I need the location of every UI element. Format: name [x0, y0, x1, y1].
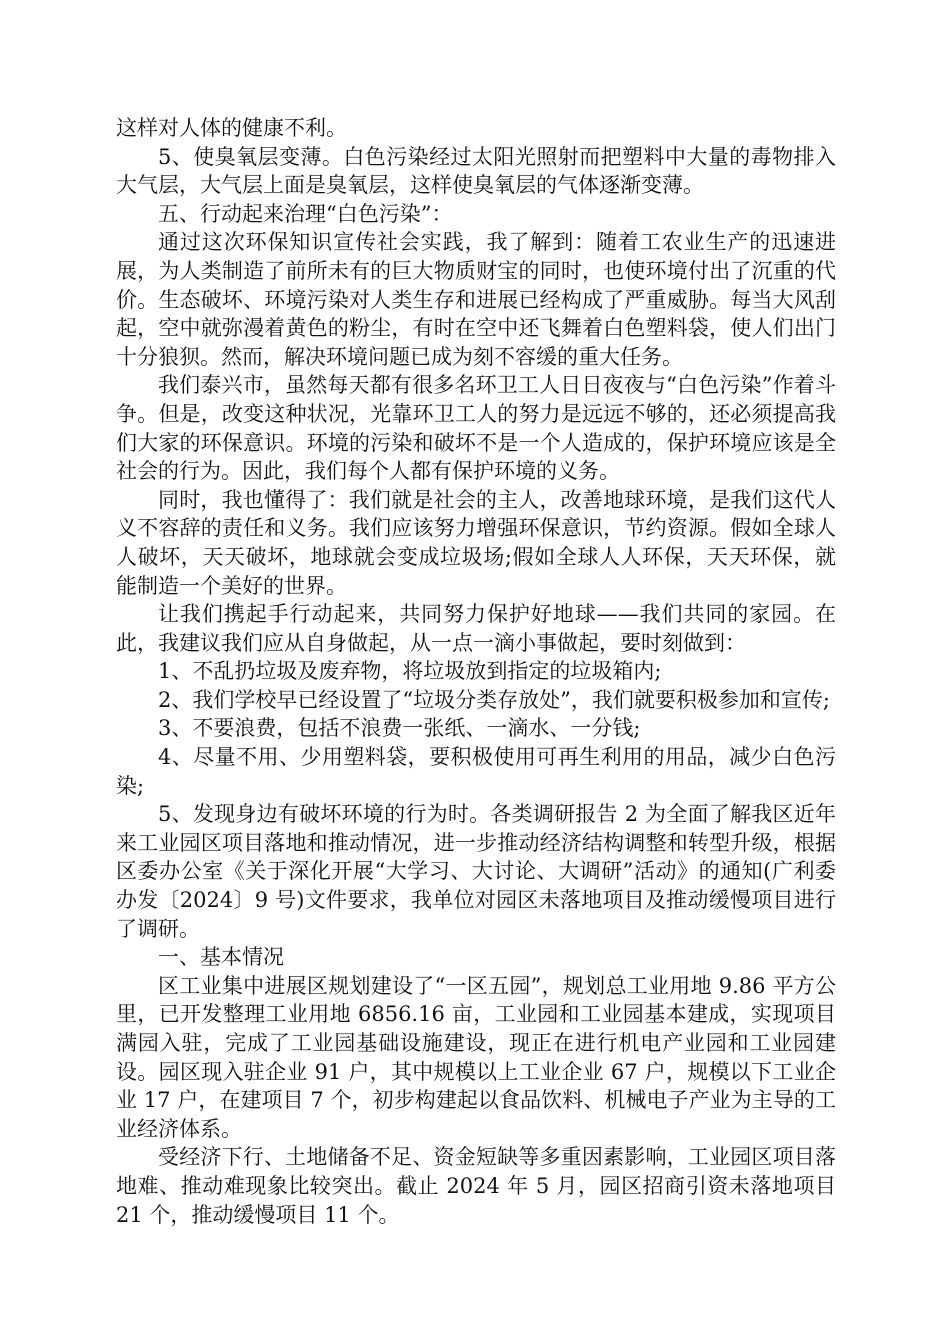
paragraph-responsibility: 同时，我也懂得了：我们就是社会的主人，改善地球环境，是我们这代人义不容辞的责任和义务。我们应该努力增强环保意识，节约资源。假如全球人人破坏，天天破坏，地球就会变成垃圾场;假如全球人人环保，天天环保，就能制造一个美好的世界。 — [116, 487, 836, 598]
paragraph-ozone-item: 5、使臭氧层变薄。白色污染经过太阳光照射而把塑料中大量的毒物排入大气层，大气层上面是臭氧层，这样使臭氧层的气体逐渐变薄。 — [116, 144, 836, 198]
paragraph-industrial-zone: 区工业集中进展区规划建设了“一区五园”，规划总工业用地 9.86 平方公里，已开发整理工业用地 6856.16 亩，工业园和工业园基本建成，实现项目满园入驻，完成了工业园基础设施建设，现正在进行机电产业园和工业园建设。园区现入驻企业 91 户，其中规模以上工业企业 67 户，规模以下工业企业 17 户，在建项目 7 个，初步构建起以食品饮料、机械电子产业为主导的工业经济体系。 — [116, 973, 836, 1141]
section-heading-basic-info: 一、基本情况 — [158, 945, 284, 970]
list-item-5-report-intro: 5、发现身边有破坏环境的行为时。各类调研报告 2 为全面了解我区近年来工业园区项目落地和推动情况，进一步推动经济结构调整和转型升级，根据区委办公室《关于深化开展“大学习、大讨论、大调研”活动》的通知(广利委办发〔2024〕9 号)文件要求，我单位对园区未落地项目及推动缓慢项目进行了调研。 — [116, 802, 836, 941]
section-heading-action: 五、行动起来治理“白色污染”： — [158, 201, 453, 226]
list-item-1: 1、不乱扔垃圾及废弃物，将垃圾放到指定的垃圾箱内; — [158, 659, 662, 684]
list-item-2: 2、我们学校早已经设置了“垃圾分类存放处”，我们就要积极参加和宣传; — [158, 687, 830, 712]
paragraph-health-continuation: 这样对人体的健康不利。 — [116, 116, 347, 140]
paragraph-call-to-action: 让我们携起手行动起来，共同努力保护好地球——我们共同的家园。在此，我建议我们应从自身做起，从一点一滴小事做起，要时刻做到： — [116, 602, 836, 655]
paragraph-taixing: 我们泰兴市，虽然每天都有很多名环卫工人日日夜夜与“白色污染”作着斗争。但是，改变这种状况，光靠环卫工人的努力是远远不够的，还必须提高我们大家的环保意识。环境的污染和破坏不是一个人造成的，保护环境应该是全社会的行为。因此，我们每个人都有保护环境的义务。 — [116, 373, 836, 484]
paragraph-project-status: 受经济下行、土地储备不足、资金短缺等多重因素影响，工业园区项目落地难、推动难现象比较突出。截止 2024 年 5 月，园区招商引资未落地项目 21 个，推动缓慢项目 11 个。 — [116, 1145, 836, 1227]
list-item-4: 4、尽量不用、少用塑料袋，要积极使用可再生利用的用品，减少白色污染; — [116, 745, 836, 798]
document-page — [116, 114, 836, 1229]
paragraph-practice-learning: 通过这次环保知识宣传社会实践，我了解到：随着工农业生产的迅速进展，为人类制造了前所未有的巨大物质财宝的同时，也使环境付出了沉重的代价。生态破坏、环境污染对人类生存和进展已经构成了严重威胁。每当大风刮起，空中就弥漫着黄色的粉尘，有时在空中还飞舞着白色塑料袋，使人们出门十分狼狈。然而，解决环境问题已成为刻不容缓的重大任务。 — [116, 230, 836, 369]
list-item-3: 3、不要浪费，包括不浪费一张纸、一滴水、一分钱; — [158, 716, 641, 741]
